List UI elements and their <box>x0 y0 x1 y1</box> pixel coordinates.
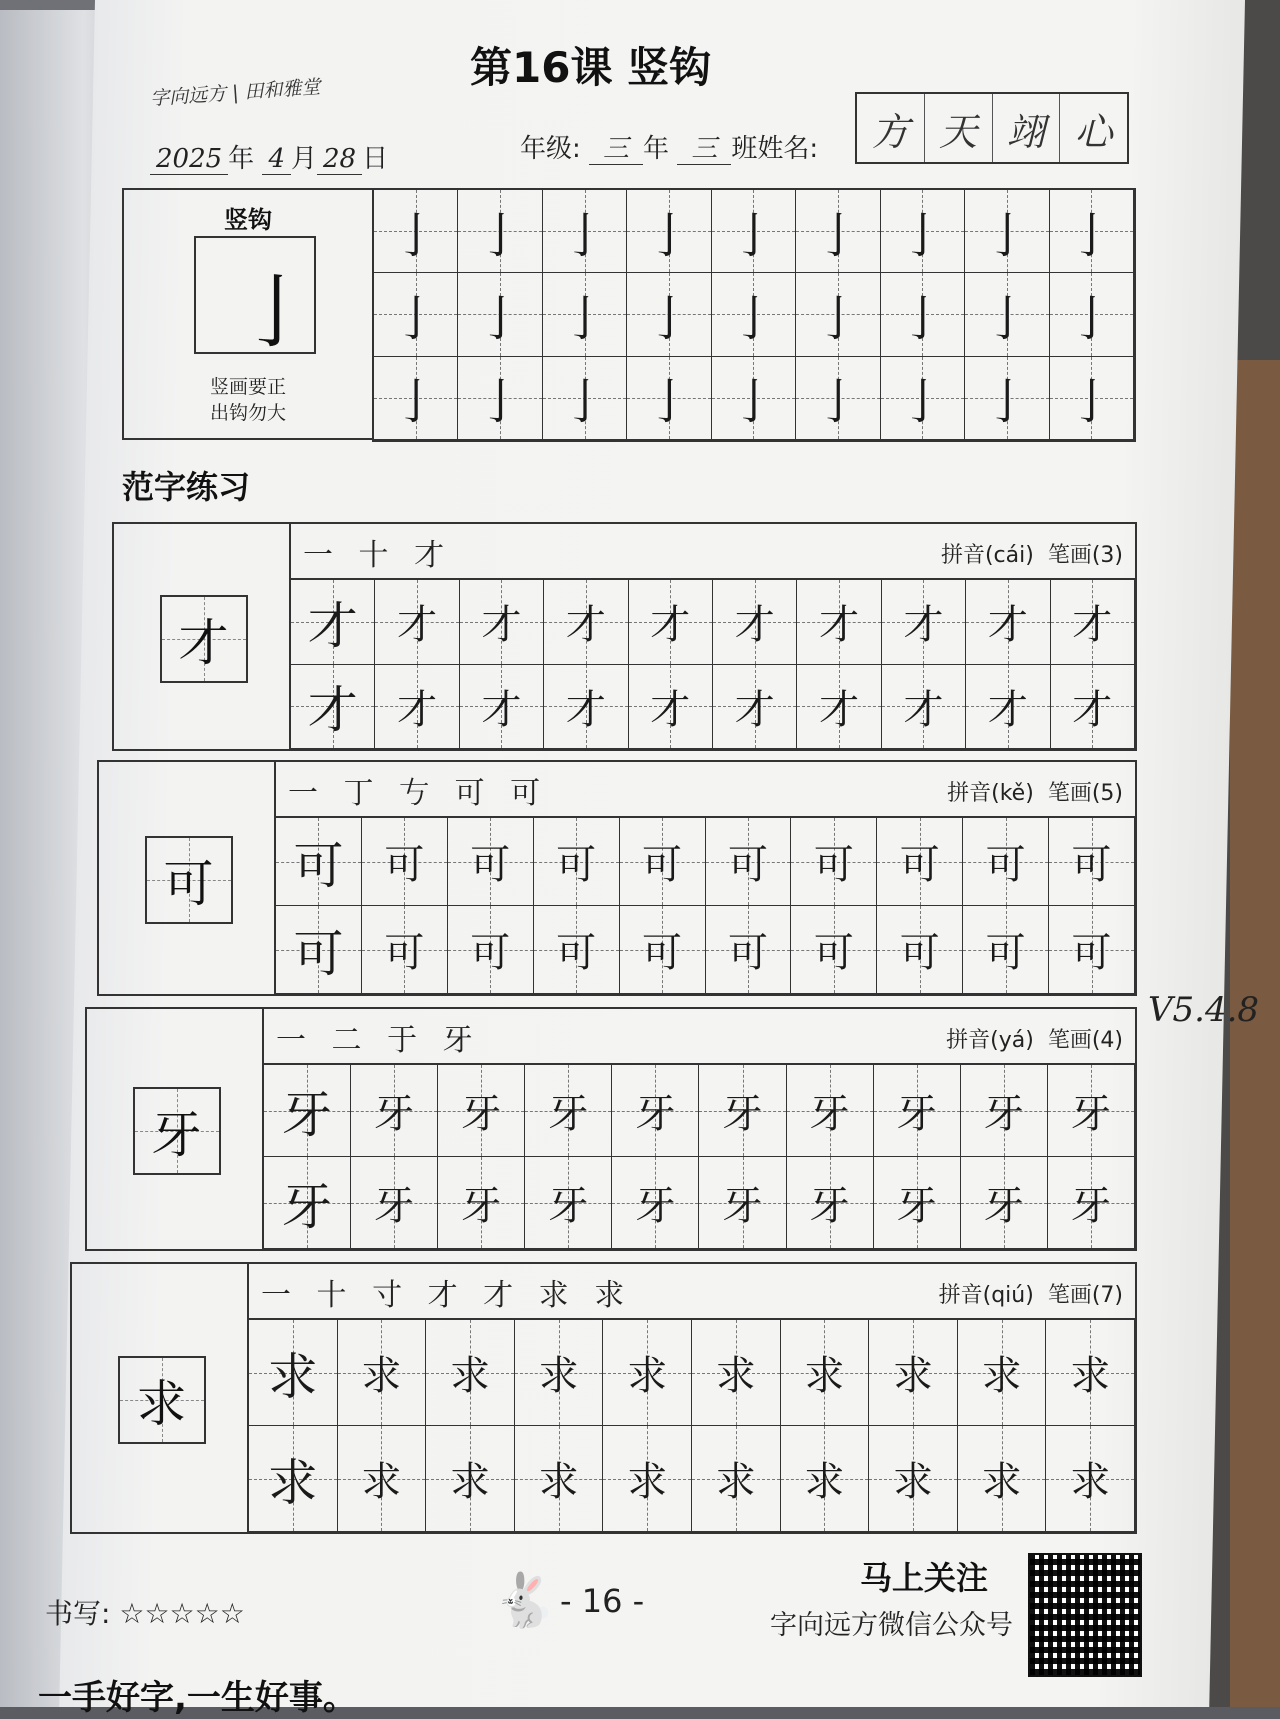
practice-character: 可 <box>899 842 940 888</box>
practice-character: 才 <box>481 686 522 733</box>
practice-cell <box>1046 1320 1135 1426</box>
practice-cell <box>603 1320 692 1426</box>
page-number: - 16 - <box>560 1582 645 1620</box>
class-suffix: 班 <box>731 134 758 164</box>
model-character-box <box>133 1087 221 1175</box>
practice-character: 可 <box>1071 842 1112 888</box>
practice-character: 才 <box>734 686 775 733</box>
practice-character: 才 <box>397 602 438 649</box>
practice-character: 可 <box>642 930 683 976</box>
slogan: 一手好字,一生好事。 <box>38 1678 357 1718</box>
practice-character: 才 <box>903 602 944 649</box>
practice-cell <box>612 1157 699 1249</box>
practice-character: 求 <box>981 1353 1022 1399</box>
practice-cell <box>534 818 620 906</box>
practice-glyph: 亅 <box>476 290 525 347</box>
practice-character: 才 <box>1072 602 1113 649</box>
stroke-name: 竖钩 <box>224 206 272 234</box>
model-character: 求 <box>136 1375 187 1433</box>
rating-stars: ☆☆☆☆☆ <box>119 1597 245 1630</box>
practice-cell <box>534 906 620 994</box>
practice-glyph: 亅 <box>729 374 778 431</box>
practice-cell <box>712 357 796 440</box>
practice-cell <box>543 357 627 440</box>
practice-cell <box>958 1320 1047 1426</box>
practice-cell <box>375 580 459 665</box>
grade-line <box>520 128 818 165</box>
practice-character: 可 <box>727 930 768 976</box>
practice-character: 牙 <box>635 1183 676 1229</box>
practice-cell <box>543 273 627 356</box>
practice-character: 牙 <box>282 1177 333 1236</box>
stroke-count: (5) <box>1091 781 1123 806</box>
practice-character: 求 <box>267 1347 318 1406</box>
practice-cell <box>713 580 797 665</box>
pinyin-label: 拼音 <box>946 1028 991 1053</box>
practice-cell <box>958 1426 1047 1532</box>
practice-cell <box>338 1320 427 1426</box>
practice-character: 牙 <box>809 1183 850 1229</box>
practice-cell <box>963 906 1049 994</box>
practice-character: 牙 <box>461 1091 502 1137</box>
practice-cell <box>882 580 966 665</box>
practice-cell <box>291 580 375 665</box>
section-title: 范字练习 <box>122 468 251 506</box>
pinyin-label: 拼音 <box>938 1283 983 1308</box>
practice-character: 牙 <box>809 1091 850 1137</box>
practice-cell <box>627 273 711 356</box>
practice-cell <box>544 580 628 665</box>
practice-character: 求 <box>892 1459 933 1505</box>
practice-glyph: 亅 <box>1067 290 1116 347</box>
practice-cell <box>374 273 458 356</box>
practice-cell <box>961 1065 1048 1157</box>
practice-glyph: 亅 <box>1067 374 1116 431</box>
practice-cell <box>264 1157 351 1249</box>
practice-cell <box>351 1157 438 1249</box>
practice-cell <box>276 906 362 994</box>
wechat-label: 字向远方微信公众号 <box>770 1610 1013 1641</box>
practice-cell <box>460 580 544 665</box>
practice-cell <box>965 190 1049 273</box>
practice-area <box>289 524 1135 749</box>
practice-cell <box>426 1320 515 1426</box>
practice-cell <box>796 357 880 440</box>
practice-character: 求 <box>538 1459 579 1505</box>
character-practice-grid <box>289 578 1135 749</box>
date-day-suffix: 日 <box>362 144 389 174</box>
practice-cell <box>515 1320 604 1426</box>
practice-cell <box>249 1320 338 1426</box>
practice-character: 求 <box>449 1353 490 1399</box>
stroke-count: (3) <box>1091 543 1123 568</box>
practice-character: 求 <box>804 1459 845 1505</box>
practice-glyph: 亅 <box>391 207 440 264</box>
grade-label: 年级: <box>520 134 581 164</box>
pinyin-label: 拼音 <box>940 543 985 568</box>
rabbit-icon: 🐇 <box>492 1571 557 1631</box>
practice-cell <box>791 818 877 906</box>
name-label: 姓名: <box>757 134 819 164</box>
practice-cell <box>374 190 458 273</box>
practice-cell <box>1048 1065 1135 1157</box>
practice-cell <box>881 190 965 273</box>
practice-cell <box>963 818 1049 906</box>
practice-character: 牙 <box>983 1091 1024 1137</box>
practice-character: 求 <box>981 1459 1022 1505</box>
practice-character: 求 <box>892 1353 933 1399</box>
practice-cell <box>351 1065 438 1157</box>
practice-character: 求 <box>627 1459 668 1505</box>
practice-cell <box>249 1426 338 1532</box>
practice-cell <box>877 818 963 906</box>
practice-character: 牙 <box>282 1085 333 1144</box>
practice-cell <box>781 1426 870 1532</box>
grade-suffix: 年 <box>643 134 670 164</box>
stroke-tip-2: 出钩勿大 <box>209 402 286 424</box>
practice-glyph: 亅 <box>898 374 947 431</box>
page-title: 第16课 竖钩 <box>470 43 712 92</box>
practice-character: 牙 <box>1070 1183 1111 1229</box>
practice-cell <box>543 190 627 273</box>
name-char: 方 <box>857 94 925 162</box>
practice-character: 求 <box>361 1353 402 1399</box>
practice-character: 才 <box>987 686 1028 733</box>
practice-character: 才 <box>819 602 860 649</box>
practice-character: 才 <box>565 602 606 649</box>
practice-cell <box>448 818 534 906</box>
practice-cell <box>713 665 797 750</box>
practice-character: 可 <box>470 930 511 976</box>
practice-character: 可 <box>556 842 597 888</box>
date-year-suffix: 年 <box>228 144 255 174</box>
practice-cell <box>629 580 713 665</box>
practice-character: 求 <box>1070 1459 1111 1505</box>
practice-character: 可 <box>384 930 425 976</box>
character-block <box>85 1007 1137 1251</box>
practice-cell <box>525 1065 612 1157</box>
practice-cell <box>627 357 711 440</box>
practice-glyph: 亅 <box>982 374 1031 431</box>
practice-cell <box>787 1157 874 1249</box>
practice-character: 牙 <box>896 1091 937 1137</box>
practice-area <box>247 1264 1135 1532</box>
practice-cell <box>603 1426 692 1532</box>
practice-character: 才 <box>650 686 691 733</box>
practice-cell <box>965 273 1049 356</box>
practice-character: 求 <box>804 1353 845 1399</box>
practice-character: 求 <box>627 1353 668 1399</box>
practice-glyph: 亅 <box>391 374 440 431</box>
name-char: 翊 <box>993 94 1061 162</box>
practice-glyph: 亅 <box>729 207 778 264</box>
stroke-order: 一 十 才 <box>303 538 453 573</box>
rating-label: 书写: <box>45 1597 111 1630</box>
model-character-box <box>118 1356 206 1444</box>
practice-character: 才 <box>307 681 358 740</box>
practice-glyph: 亅 <box>813 290 862 347</box>
stroke-order: 一 二 于 牙 <box>276 1023 481 1058</box>
practice-character: 牙 <box>374 1091 415 1137</box>
practice-cell <box>338 1426 427 1532</box>
practice-character: 可 <box>985 842 1026 888</box>
practice-glyph: 亅 <box>898 207 947 264</box>
practice-character: 才 <box>397 686 438 733</box>
grade-value: 三 <box>589 134 643 165</box>
practice-cell <box>796 190 880 273</box>
date-line <box>150 138 388 175</box>
practice-character: 可 <box>813 842 854 888</box>
practice-glyph: 亅 <box>645 207 694 264</box>
practice-cell <box>276 818 362 906</box>
practice-cell <box>1049 906 1135 994</box>
strokes-label: 笔画 <box>1047 781 1092 806</box>
practice-character: 牙 <box>722 1091 763 1137</box>
practice-character: 才 <box>565 686 606 733</box>
practice-character: 才 <box>307 596 358 655</box>
qr-code <box>1028 1553 1142 1677</box>
pinyin: (cái) <box>984 543 1034 568</box>
practice-cell <box>699 1157 786 1249</box>
practice-cell <box>374 357 458 440</box>
practice-cell <box>797 665 881 750</box>
model-character-box <box>145 836 233 924</box>
stroke-tip-1: 竖画要正 <box>209 376 286 398</box>
practice-cell <box>612 1065 699 1157</box>
practice-glyph: 亅 <box>898 290 947 347</box>
practice-glyph: 亅 <box>1067 207 1116 264</box>
practice-character: 才 <box>1072 686 1113 733</box>
practice-cell <box>1050 357 1134 440</box>
practice-cell <box>796 273 880 356</box>
practice-character: 可 <box>813 930 854 976</box>
practice-glyph: 亅 <box>645 374 694 431</box>
practice-character: 牙 <box>722 1183 763 1229</box>
practice-cell <box>881 357 965 440</box>
practice-cell <box>375 665 459 750</box>
practice-cell <box>515 1426 604 1532</box>
practice-character: 牙 <box>635 1091 676 1137</box>
practice-area <box>262 1009 1135 1249</box>
practice-cell <box>692 1426 781 1532</box>
practice-character: 才 <box>819 686 860 733</box>
practice-character: 求 <box>538 1353 579 1399</box>
practice-cell <box>874 1065 961 1157</box>
practice-cell <box>426 1426 515 1532</box>
practice-cell <box>264 1065 351 1157</box>
pinyin: (yá) <box>990 1028 1034 1053</box>
pinyin-label: 拼音 <box>947 781 992 806</box>
practice-character: 可 <box>899 930 940 976</box>
practice-area <box>274 762 1135 994</box>
practice-glyph: 亅 <box>391 290 440 347</box>
practice-glyph: 亅 <box>560 290 609 347</box>
practice-glyph: 亅 <box>476 374 525 431</box>
practice-glyph: 亅 <box>476 207 525 264</box>
practice-cell <box>362 906 448 994</box>
practice-character: 可 <box>293 836 344 895</box>
practice-glyph: 亅 <box>729 290 778 347</box>
stroke-order: 一 丁 𠀁 可 可 <box>288 776 549 811</box>
practice-cell <box>1050 190 1134 273</box>
name-box <box>855 92 1129 164</box>
practice-character: 牙 <box>983 1183 1024 1229</box>
practice-cell <box>874 1157 961 1249</box>
practice-glyph: 亅 <box>982 207 1031 264</box>
strokes-label: 笔画 <box>1047 1028 1092 1053</box>
practice-cell <box>460 665 544 750</box>
follow-label: 马上关注 <box>860 1559 989 1597</box>
practice-character: 求 <box>449 1459 490 1505</box>
practice-cell <box>627 190 711 273</box>
practice-cell <box>1048 1157 1135 1249</box>
model-character: 才 <box>178 613 229 672</box>
practice-character: 求 <box>715 1353 756 1399</box>
practice-cell <box>692 1320 781 1426</box>
pinyin-strokes <box>939 1278 1123 1309</box>
character-practice-grid <box>247 1318 1135 1532</box>
practice-cell <box>966 665 1050 750</box>
date-year: 2025 <box>150 144 228 175</box>
practice-cell <box>525 1157 612 1249</box>
model-character: 可 <box>163 855 214 913</box>
practice-cell <box>629 665 713 750</box>
practice-character: 牙 <box>374 1183 415 1229</box>
practice-cell <box>458 357 542 440</box>
stroke-practice-grid <box>372 188 1136 442</box>
practice-cell <box>620 906 706 994</box>
date-month: 4 <box>262 144 291 175</box>
practice-cell <box>797 580 881 665</box>
practice-cell <box>438 1157 525 1249</box>
practice-glyph: 亅 <box>560 374 609 431</box>
practice-glyph: 亅 <box>813 207 862 264</box>
practice-cell <box>712 190 796 273</box>
practice-glyph: 亅 <box>982 290 1031 347</box>
practice-cell <box>1050 273 1134 356</box>
date-day: 28 <box>317 144 362 175</box>
rating <box>45 1592 245 1632</box>
practice-character: 可 <box>556 930 597 976</box>
practice-cell <box>620 818 706 906</box>
character-block <box>112 522 1137 751</box>
practice-cell <box>438 1065 525 1157</box>
practice-cell <box>458 190 542 273</box>
practice-cell <box>291 665 375 750</box>
practice-cell <box>1046 1426 1135 1532</box>
practice-cell <box>881 273 965 356</box>
practice-cell <box>1051 665 1135 750</box>
practice-character: 可 <box>384 842 425 888</box>
stroke-demo-glyph: 亅 <box>236 266 316 359</box>
practice-cell <box>1051 580 1135 665</box>
brand-logo: 字向远方 | 田和雅堂 <box>149 76 322 110</box>
practice-cell <box>869 1426 958 1532</box>
practice-cell <box>787 1065 874 1157</box>
practice-glyph: 亅 <box>560 207 609 264</box>
practice-character: 求 <box>715 1459 756 1505</box>
character-block <box>97 760 1137 996</box>
practice-cell <box>544 665 628 750</box>
practice-character: 可 <box>1071 930 1112 976</box>
stroke-count: (7) <box>1091 1283 1123 1308</box>
practice-character: 可 <box>642 842 683 888</box>
stroke-count: (4) <box>1091 1028 1123 1053</box>
practice-cell <box>362 818 448 906</box>
practice-cell <box>882 665 966 750</box>
practice-character: 可 <box>293 924 344 983</box>
practice-cell <box>699 1065 786 1157</box>
practice-character: 才 <box>481 602 522 649</box>
practice-cell <box>966 580 1050 665</box>
name-char: 天 <box>925 94 993 162</box>
practice-character: 求 <box>361 1459 402 1505</box>
practice-character: 牙 <box>461 1183 502 1229</box>
practice-cell <box>1049 818 1135 906</box>
practice-character: 才 <box>650 602 691 649</box>
practice-cell <box>448 906 534 994</box>
practice-cell <box>706 906 792 994</box>
strokes-label: 笔画 <box>1047 543 1092 568</box>
practice-glyph: 亅 <box>645 290 694 347</box>
stroke-demo-box <box>194 236 316 359</box>
model-character: 牙 <box>151 1106 202 1164</box>
practice-character: 才 <box>987 602 1028 649</box>
practice-cell <box>791 906 877 994</box>
character-block <box>70 1262 1137 1534</box>
practice-character: 才 <box>903 686 944 733</box>
name-char: 心 <box>1074 109 1113 154</box>
practice-cell <box>961 1157 1048 1249</box>
practice-character: 可 <box>727 842 768 888</box>
pinyin-strokes <box>947 776 1123 807</box>
pinyin: (kě) <box>991 781 1034 806</box>
pinyin: (qiú) <box>982 1283 1034 1308</box>
practice-glyph: 亅 <box>813 374 862 431</box>
strokes-label: 笔画 <box>1047 1283 1092 1308</box>
pinyin-strokes <box>946 1023 1123 1054</box>
class-value: 三 <box>677 134 731 165</box>
practice-character: 牙 <box>896 1183 937 1229</box>
teacher-note: V5.4.8 <box>1148 990 1260 1030</box>
practice-character: 求 <box>1070 1353 1111 1399</box>
practice-character: 可 <box>470 842 511 888</box>
practice-character: 牙 <box>548 1091 589 1137</box>
pinyin-strokes <box>941 538 1123 569</box>
practice-cell <box>869 1320 958 1426</box>
practice-cell <box>965 357 1049 440</box>
practice-cell <box>712 273 796 356</box>
practice-character: 可 <box>985 930 1026 976</box>
practice-character: 牙 <box>1070 1091 1111 1137</box>
practice-character: 才 <box>734 602 775 649</box>
practice-character: 求 <box>267 1453 318 1512</box>
character-practice-grid <box>262 1063 1135 1249</box>
practice-cell <box>458 273 542 356</box>
practice-cell <box>706 818 792 906</box>
character-practice-grid <box>274 816 1135 994</box>
stroke-demo-panel <box>122 188 374 440</box>
model-character-box <box>160 595 248 683</box>
practice-cell <box>877 906 963 994</box>
practice-cell <box>781 1320 870 1426</box>
date-month-suffix: 月 <box>291 144 318 174</box>
stroke-order: 一 十 寸 才 才 求 求 <box>261 1278 633 1313</box>
background-wood <box>1230 360 1280 1707</box>
practice-character: 牙 <box>548 1183 589 1229</box>
